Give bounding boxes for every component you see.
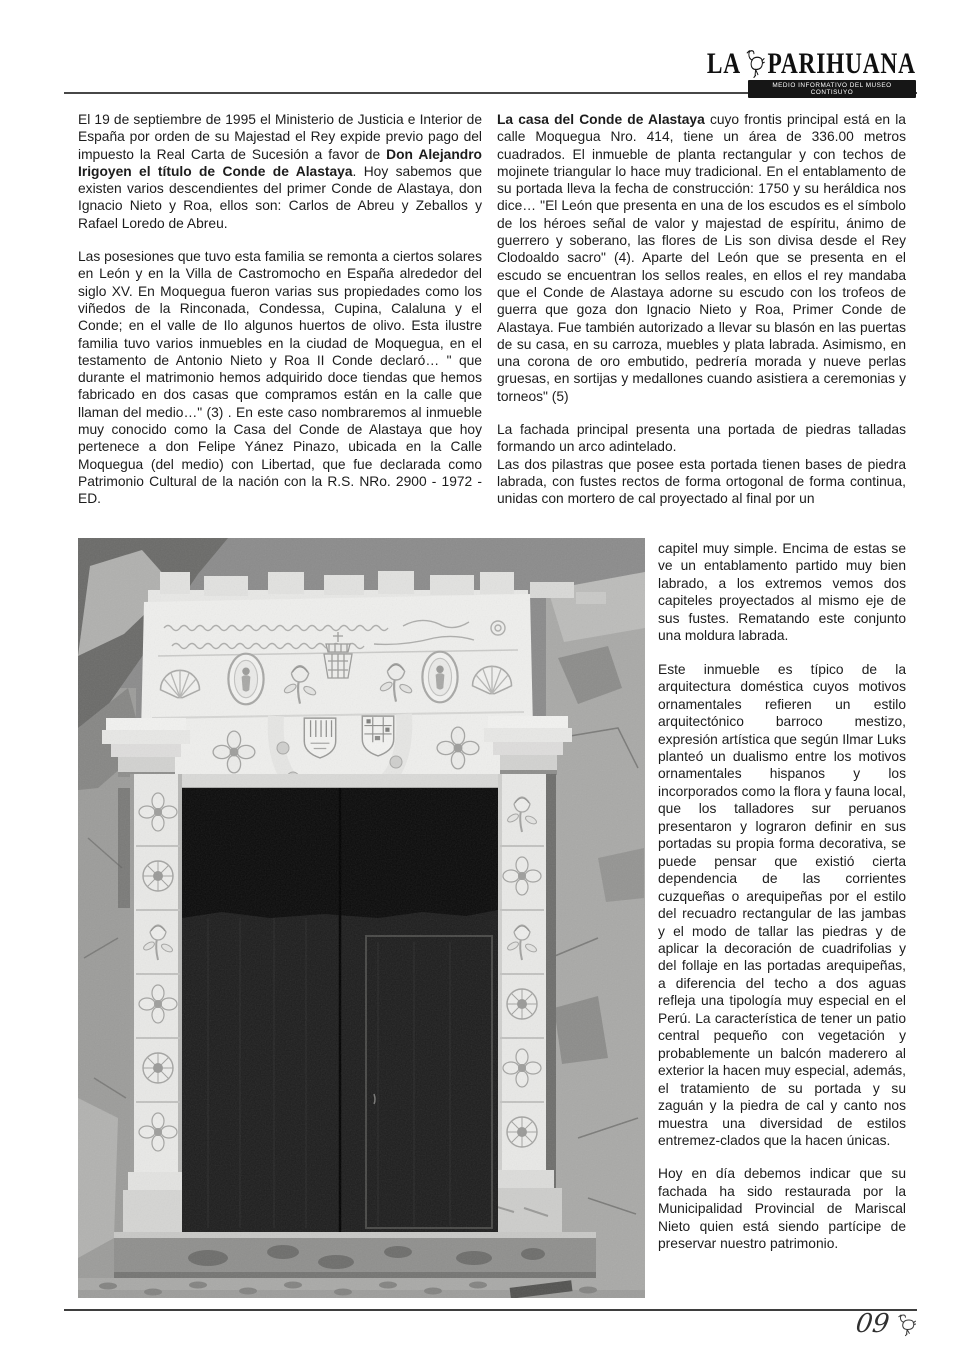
article-columns [78,111,906,524]
masthead [648,48,916,98]
masthead-word-la: LA [707,47,742,80]
column-left [78,111,482,524]
paragraph: Este inmueble es típico de la arquitectura doméstica cuyos motivos ornamentales refieren un estilo arquitectónico barroco mestizo, expresión artística que según Ilmar Luks planteó un dualismo entre los motivos ornamentales hispanos y los incorporados como la flora y fauna local, que los talladores sur peruanos presentaron y lograron definir en sus portadas su propia forma decorativa, se puede pensar que existió cierta dependencia de las corrientes cuzqueñas o arequipeñas por el estilo del recuadro rectangular de las jambas y el modo de tallar las piedras y de aplicar la decoración de cuadrifolias y del follaje en las portadas arequipeñas, a diferencia del techo a dos aguas refleja una tipología muy especial en el Perú. La característica de tener un patio central pequeño con vegetación y probablemente un balcón maderero al exterior la hacen muy especial, además, el tratamiento de su portada y su zaguán y la piedra de cal y canto nos muestra una diversidad de estilos entremez-clados que la hacen únicas. [658,661,906,1148]
portada-photo [78,538,645,1298]
photo-row [78,538,906,1298]
paragraph: capitel muy simple. Encima de estas se ve un entablamento partido muy bien labrado, a los extremos vemos dos capiteles proyectados al mismo eje de sus fustes. Rematando este conjunto una moldura labrada. [658,541,906,644]
paragraph: La casa del Conde de Alastaya cuyo frontis principal está en la calle Moquegua Nro. 414, tiene un área de 336.00 metros cuadrados. El inmueble de planta rectangular y con techos de mojinete triangular lo hace muy tradicional. En el entablamento de su portada lleva la fecha de construcción: 1750 y su heráldica nos dice… "El León que presenta en una de los escudos es el símbolo de los héroes señal de valor y majestad de espíritu, ánimo de guerrero y soberano, las flores de Lis son divisa desde el Rey Clodoaldo sacro" (4). Aparte del León que se presenta en el escudo se encuentran los sellos reales, en ellos el rey mandaba que el Conde de Alastaya adorne su escudo con los trofeos de guerra que goza don Ignacio Nieto y Roa, Primer Conde de Alastaya. Fue también autorizado a llevar su blasón en las puertas de su casa, en su carroza, muebles y plata labrada. Asimismo, en una corona de oro embutido, pedrería morada y nueve perlas gruesas, en sortijas y medallones cuando asistiera a ceremonias y torneos" (5) [497,112,906,404]
flamingo-icon [744,48,764,78]
paragraph: Las dos pilastras que posee esta portada tienen bases de piedra labrada, con fustes rectos de forma ortogonal de forma continua, unidas con mortero de cal proyectado al final por un [497,456,906,507]
footer-rule [64,1309,917,1311]
page-number [853,1309,916,1339]
paragraph: La fachada principal presenta una portada de piedras talladas formando un arco adintelado. [497,422,906,455]
masthead-title [707,48,916,79]
paragraph: El 19 de septiembre de 1995 el Ministerio de Justicia e Interior de España por orden de su Majestad el Rey expide previo pago del impuesto la Real Carta de Sucesión a favor de Don Alejandro Irigoyen el título de Conde de Alastaya. Hoy sabemos que existen varios descendientes del primer Conde de Alastaya, don Ignacio Nieto y Roa, ellos son: Carlos de Abreu y Zeballos y Rafael Loredo de Abreu. [78,112,482,231]
page-number-value: 09 [853,1309,892,1339]
masthead-word-parihuana: PARIHUANA [767,47,916,80]
paragraph: Hoy en día debemos indicar que su fachada ha sido restaurada por la Municipalidad Provincial de Mariscal Nieto quien está siendo partícipe de preservar nuestro patrimonio. [658,1166,906,1252]
flamingo-icon [896,1312,916,1337]
photo-side-column [658,538,906,1298]
masthead-tagline: MEDIO INFORMATIVO DEL MUSEO CONTISUYO [748,80,916,98]
paragraph: Las posesiones que tuvo esta familia se remonta a ciertos solares en León y en la Villa de Castromocho en España alrededor del siglo XV. En Moquegua fueron varias sus propiedades como los viñedos de la Rinconada, Condessa, Cupina, Calaluna y el Conde; en el valle de Ilo algunos huertos de olivo. Esta ilustre familia tuvo varios inmuebles en la ciudad de Moquegua, en el testamento de Antonio Nieto y Roa II Conde declaró… " que durante el matrimonio hemos adquirido doce tiendas que hemos fabricado en dos casas que compramos están en la calle que llaman del medio…" (3) . En este caso nombraremos al inmueble muy conocido como la Casa del Conde de Alastaya que hoy pertenece a don Felipe Yánez Pinazo, ubicada en la Calle Moquegua (del medio) con Libertad, que fue declarada como Patrimonio Cultural de la nación con la R.S. NRo. 2900 - 1972 - ED. [78,249,482,507]
column-right [497,111,906,524]
